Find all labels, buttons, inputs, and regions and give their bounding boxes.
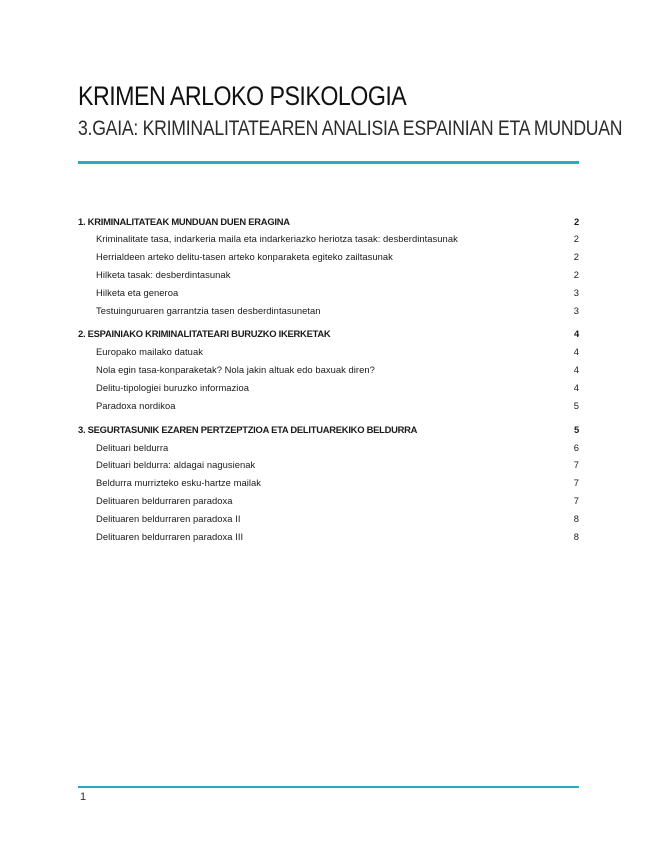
- toc-entry-label: Delituari beldurra: [96, 441, 169, 453]
- toc-entry-page: 4: [574, 328, 579, 340]
- toc-entry-page: 8: [573, 530, 579, 542]
- toc-entry-label: Paradoxa nordikoa: [96, 399, 176, 411]
- toc-entry[interactable]: [78, 361, 579, 379]
- toc-entry-label: 3. SEGURTASUNIK EZAREN PERTZEPTZIOA ETA DELITUAREKIKO BELDURRA: [78, 423, 418, 435]
- toc-entry-label: Nola egin tasa-konparaketak? Nola jakin altuak edo baxuak diren?: [96, 364, 375, 376]
- toc-entry-label: Hilketa eta generoa: [96, 286, 179, 298]
- toc-entry-page: 4: [573, 364, 579, 376]
- toc-entry[interactable]: [78, 248, 579, 266]
- toc-section-heading[interactable]: [78, 213, 579, 229]
- toc-section: [78, 421, 579, 545]
- toc-entry[interactable]: [78, 509, 579, 527]
- toc-entry-page: 3: [573, 286, 579, 298]
- toc-section: [78, 213, 579, 319]
- header-divider: [78, 161, 579, 164]
- toc-entry-label: Beldurra murrizteko esku-hartze mailak: [96, 477, 261, 489]
- toc-entry-label: 2. ESPAINIAKO KRIMINALITATEARI BURUZKO IKERKETAK: [78, 328, 331, 340]
- toc-entry-label: Delituaren beldurraren paradoxa: [96, 494, 233, 506]
- toc-section-heading[interactable]: [78, 326, 579, 342]
- toc-entry[interactable]: [78, 343, 579, 361]
- toc-entry[interactable]: [78, 438, 579, 456]
- toc-entry-label: Delituaren beldurraren paradoxa II: [96, 512, 241, 524]
- toc-entry[interactable]: [78, 396, 579, 414]
- toc-entry-label: Herrialdeen arteko delitu-tasen arteko konparaketa egiteko zailtasunak: [96, 251, 393, 263]
- document-title: KRIMEN ARLOKO PSIKOLOGIA: [78, 81, 407, 111]
- toc-entry-label: Delitu-tipologiei buruzko informazioa: [96, 381, 249, 393]
- toc-entry-page: 4: [573, 346, 579, 358]
- toc-entry[interactable]: [78, 492, 579, 510]
- toc-entry[interactable]: [78, 301, 579, 319]
- toc-entry[interactable]: [78, 230, 579, 248]
- toc-entry-page: 7: [573, 477, 579, 489]
- toc-entry-page: 2: [573, 233, 579, 245]
- toc-entry-label: 1. KRIMINALITATEAK MUNDUAN DUEN ERAGINA: [78, 215, 290, 227]
- toc-section: [78, 326, 579, 414]
- toc-entry-page: 5: [573, 399, 579, 411]
- table-of-contents: [78, 213, 579, 552]
- toc-entry[interactable]: [78, 474, 579, 492]
- toc-entry-page: 4: [573, 381, 579, 393]
- toc-section-heading[interactable]: [78, 421, 579, 437]
- toc-entry[interactable]: [78, 527, 579, 545]
- toc-entry-page: 2: [574, 215, 579, 227]
- toc-entry[interactable]: [78, 283, 579, 301]
- toc-entry-label: Hilketa tasak: desberdintasunak: [96, 268, 231, 280]
- toc-entry-label: Europako mailako datuak: [96, 346, 203, 358]
- toc-entry-label: Testuinguruaren garrantzia tasen desberdintasunetan: [96, 304, 321, 316]
- page-number: 1: [80, 791, 87, 803]
- toc-entry[interactable]: [78, 266, 579, 284]
- toc-entry-page: 6: [573, 441, 579, 453]
- footer-divider: [78, 786, 579, 788]
- toc-entry-page: 8: [573, 512, 579, 524]
- toc-entry-page: 7: [573, 494, 579, 506]
- toc-entry[interactable]: [78, 456, 579, 474]
- document-subtitle: 3.GAIA: KRIMINALITATEAREN ANALISIA ESPAINIAN ETA MUNDUAN: [78, 117, 623, 140]
- toc-entry-label: Delituaren beldurraren paradoxa III: [96, 530, 244, 542]
- toc-entry[interactable]: [78, 379, 579, 397]
- toc-entry-label: Delituari beldurra: aldagai nagusienak: [96, 459, 256, 471]
- toc-entry-page: 2: [573, 251, 579, 263]
- toc-entry-label: Kriminalitate tasa, indarkeria maila eta indarkeriazko heriotza tasak: desberdintasunak: [96, 233, 458, 245]
- toc-entry-page: 5: [574, 423, 579, 435]
- toc-entry-page: 3: [573, 304, 579, 316]
- toc-entry-page: 7: [573, 459, 579, 471]
- toc-entry-page: 2: [573, 268, 579, 280]
